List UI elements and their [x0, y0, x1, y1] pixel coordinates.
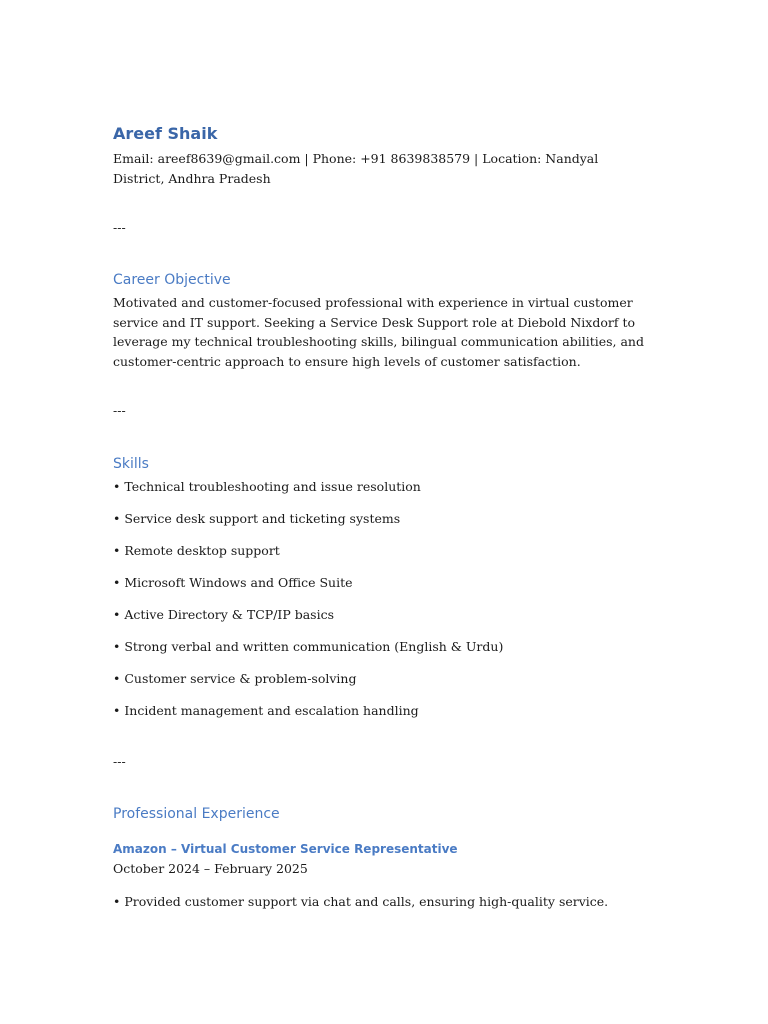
skill-item: • Technical troubleshooting and issue resolution: [113, 479, 421, 494]
section-heading-career-objective: Career Objective: [113, 272, 231, 288]
separator: ---: [113, 220, 126, 235]
skill-item: • Service desk support and ticketing systems: [113, 511, 401, 526]
section-heading-skills: Skills: [113, 456, 149, 472]
skill-item: • Customer service & problem-solving: [113, 671, 357, 686]
skill-item: • Microsoft Windows and Office Suite: [113, 575, 353, 590]
job-bullet: • Provided customer support via chat and calls, ensuring high-quality service.: [113, 894, 609, 909]
candidate-name: Areef Shaik: [113, 124, 218, 143]
contact-info: Email: areef8639@gmail.com | Phone: +91 8639838579 | Location: Nandyal District, Andhra Pradesh: [113, 151, 599, 186]
skill-item: • Strong verbal and written communication (English & Urdu): [113, 639, 504, 654]
job-dates: October 2024 – February 2025: [113, 861, 308, 876]
section-heading-professional-experience: Professional Experience: [113, 806, 280, 822]
job-title: Amazon – Virtual Customer Service Representative: [113, 842, 458, 856]
career-objective-text: Motivated and customer-focused professional with experience in virtual customer service and IT support. Seeking a Service Desk Support role at Diebold Nixdorf to leverage my technical troubleshooting skills, bilingual communication abilities, and customer-centric approach to ensure high levels of customer satisfaction.: [113, 295, 644, 369]
skill-item: • Remote desktop support: [113, 543, 280, 558]
separator: ---: [113, 754, 126, 769]
skill-item: • Active Directory & TCP/IP basics: [113, 607, 335, 622]
skill-item: • Incident management and escalation handling: [113, 703, 419, 718]
separator: ---: [113, 403, 126, 418]
